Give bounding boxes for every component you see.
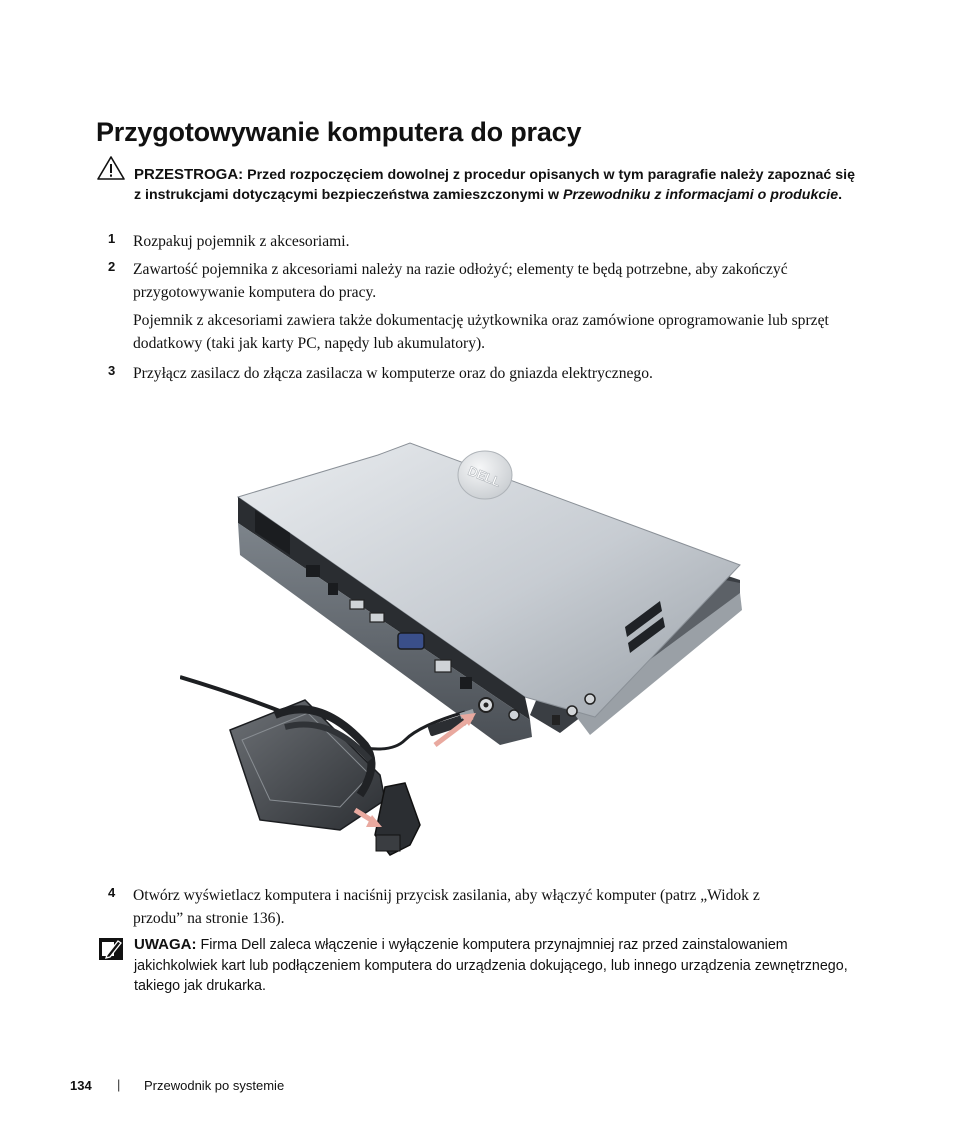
footer-separator: |: [117, 1077, 121, 1092]
step-3: [108, 362, 868, 385]
note-label: UWAGA:: [134, 936, 197, 953]
step-number: 4: [108, 885, 116, 900]
dell-logo: DELL: [465, 463, 503, 490]
caution-box: [96, 155, 866, 205]
note-pencil-icon: [99, 938, 123, 960]
footer-title: Przewodnik po systemie: [144, 1078, 285, 1093]
laptop-with-power-adapter-image: [180, 415, 760, 875]
caution-doc-reference: Przewodniku z informacjami o produkcie: [562, 186, 839, 203]
warning-triangle-icon: [96, 155, 126, 181]
page-title: Przygotowywanie komputera do pracy: [96, 117, 582, 147]
step-2-detail: Pojemnik z akcesoriami zawiera także dokumentację użytkownika oraz zamówione oprogramowanie lub sprzęt dodatkowy (taki jak karty PC, napędy lub akumulatory).: [133, 312, 829, 352]
note-box: [99, 935, 869, 997]
step-text: Zawartość pojemnika z akcesoriami należy na razie odłożyć; elementy te będą potrzebne, aby zakończyć przygotowywanie komputera do pracy.: [133, 261, 788, 301]
step-number: 1: [108, 231, 116, 246]
step-4: [108, 884, 868, 930]
caution-label: PRZESTROGA:: [134, 166, 244, 183]
laptop-adapter-illustration: [180, 415, 760, 875]
caution-text: [134, 155, 866, 205]
caution-end: .: [838, 186, 843, 203]
step-text: Otwórz wyświetlacz komputera i naciśnij przycisk zasilania, aby włączyć komputer (patrz „Widok z przodu” na stronie 136).: [133, 887, 760, 927]
step-2: [108, 258, 868, 304]
note-body: Firma Dell zaleca włączenie i wyłączenie komputera przynajmniej raz przed zainstalowaniem jakichkolwiek kart lub podłączeniem komputera do urządzenia dokującego, lub innego urządzenia zewnętrznego, takiego jak drukarka.: [134, 937, 848, 994]
step-1: [108, 230, 868, 253]
step-text: Rozpakuj pojemnik z akcesoriami.: [133, 233, 350, 250]
step-number: 2: [108, 259, 116, 274]
step-text: Przyłącz zasilacz do złącza zasilacza w komputerze oraz do gniazda elektrycznego.: [133, 365, 653, 382]
page-number: 134: [70, 1078, 92, 1093]
step-number: 3: [108, 363, 116, 378]
caution-body: Przed rozpoczęciem dowolnej z procedur opisanych w tym paragrafie należy zapoznać się z instrukcjami dotyczącymi bezpieczeństwa zamieszczonymi w: [134, 167, 855, 203]
note-text: [134, 935, 869, 997]
